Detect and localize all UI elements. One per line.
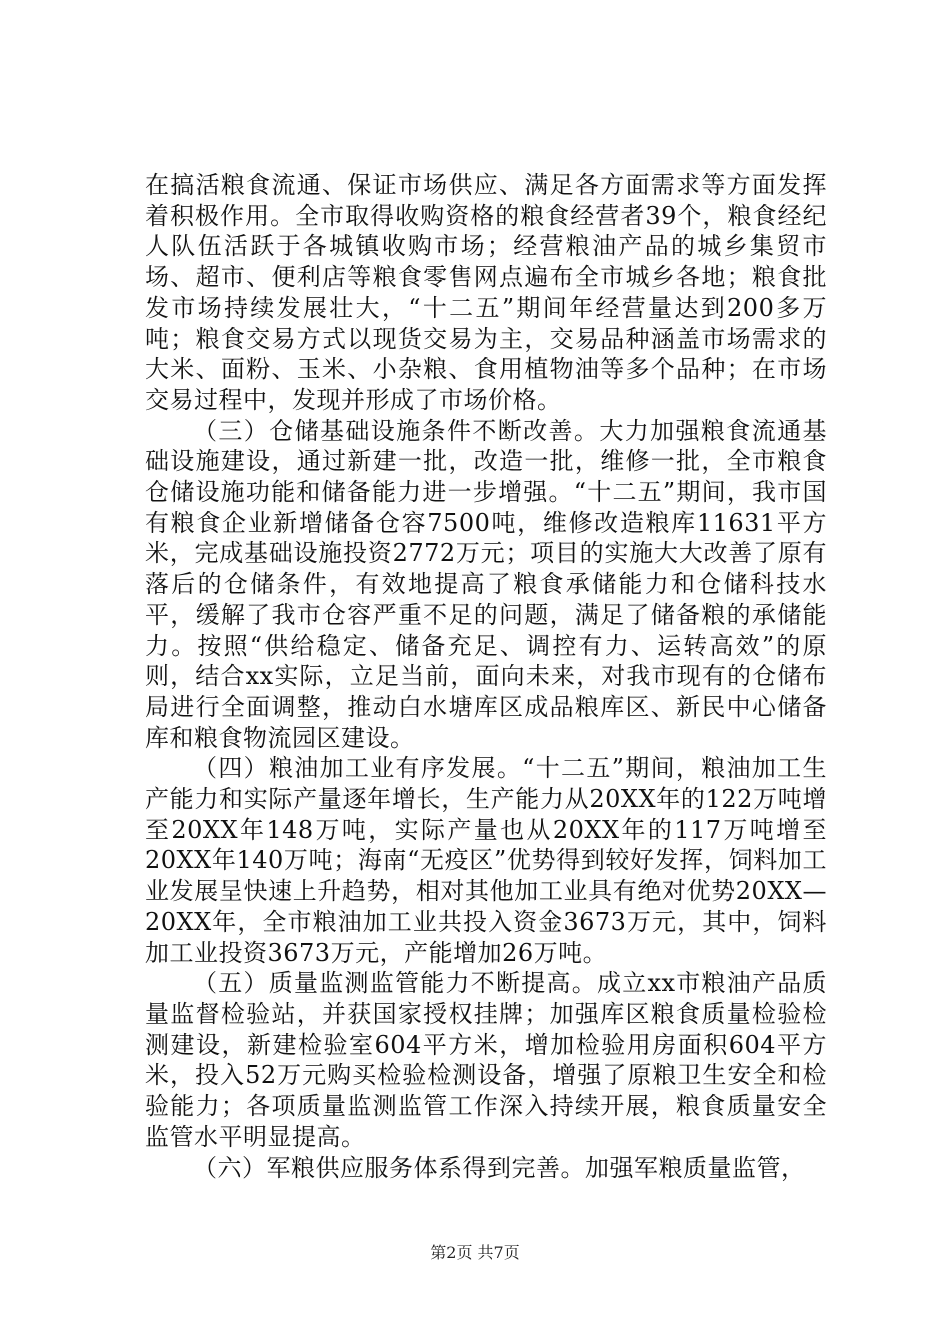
page-number-footer: 第2页 共7页 — [430, 1243, 520, 1262]
paragraph-storage: （三）仓储基础设施条件不断改善。大力加强粮食流通基础设施建设，通过新建一批，改造一批，维修一批，全市粮食仓储设施功能和储备能力进一步增强。“十二五”期间，我市国有粮食企业新增储备仓容7500吨，维修改造粮库11631平方米，完成基础设施投资2772万元；项目的实施大大改善了原有落后的仓储条件，有效地提高了粮食承储能力和仓储科技水平，缓解了我市仓容严重不足的问题，满足了储备粮的承储能力。按照“供给稳定、储备充足、调控有力、运转高效”的原则，结合xx实际，立足当前，面向未来，对我市现有的仓储布局进行全面调整，推动白水塘库区成品粮库区、新民中心储备库和粮食物流园区建设。 — [145, 416, 827, 752]
document-body — [145, 170, 827, 1183]
paragraph-military-grain: （六）军粮供应服务体系得到完善。加强军粮质量监管， — [193, 1153, 806, 1182]
paragraph-continuation: 在搞活粮食流通、保证市场供应、满足各方面需求等方面发挥着积极作用。全市取得收购资格的粮食经营者39个，粮食经纪人队伍活跃于各城镇收购市场；经营粮油产品的城乡集贸市场、超市、便利店等粮食零售网点遍布全市城乡各地；粮食批发市场持续发展壮大，“十二五”期间年经营量达到200多万吨；粮食交易方式以现货交易为主，交易品种涵盖市场需求的大米、面粉、玉米、小杂粮、食用植物油等多个品种；在市场交易过程中，发现并形成了市场价格。 — [145, 171, 827, 414]
paragraph-quality: （五）质量监测监管能力不断提高。成立xx市粮油产品质量监督检验站，并获国家授权挂牌；加强库区粮食质量检验检测建设，新建检验室604平方米，增加检验用房面积604平方米，投入52万元购买检验检测设备，增强了原粮卫生安全和检验能力；各项质量监测监管工作深入持续开展，粮食质量安全监管水平明显提高。 — [145, 969, 827, 1151]
paragraph-processing: （四）粮油加工业有序发展。“十二五”期间，粮油加工生产能力和实际产量逐年增长，生产能力从20XX年的122万吨增至20XX年148万吨，实际产量也从20XX年的117万吨增至20XX年140万吨；海南“无疫区”优势得到较好发挥，饲料加工业发展呈快速上升趋势，相对其他加工业具有绝对优势20XX—20XX年，全市粮油加工业共投入资金3673万元，其中，饲料加工业投资3673万元，产能增加26万吨。 — [145, 754, 827, 967]
